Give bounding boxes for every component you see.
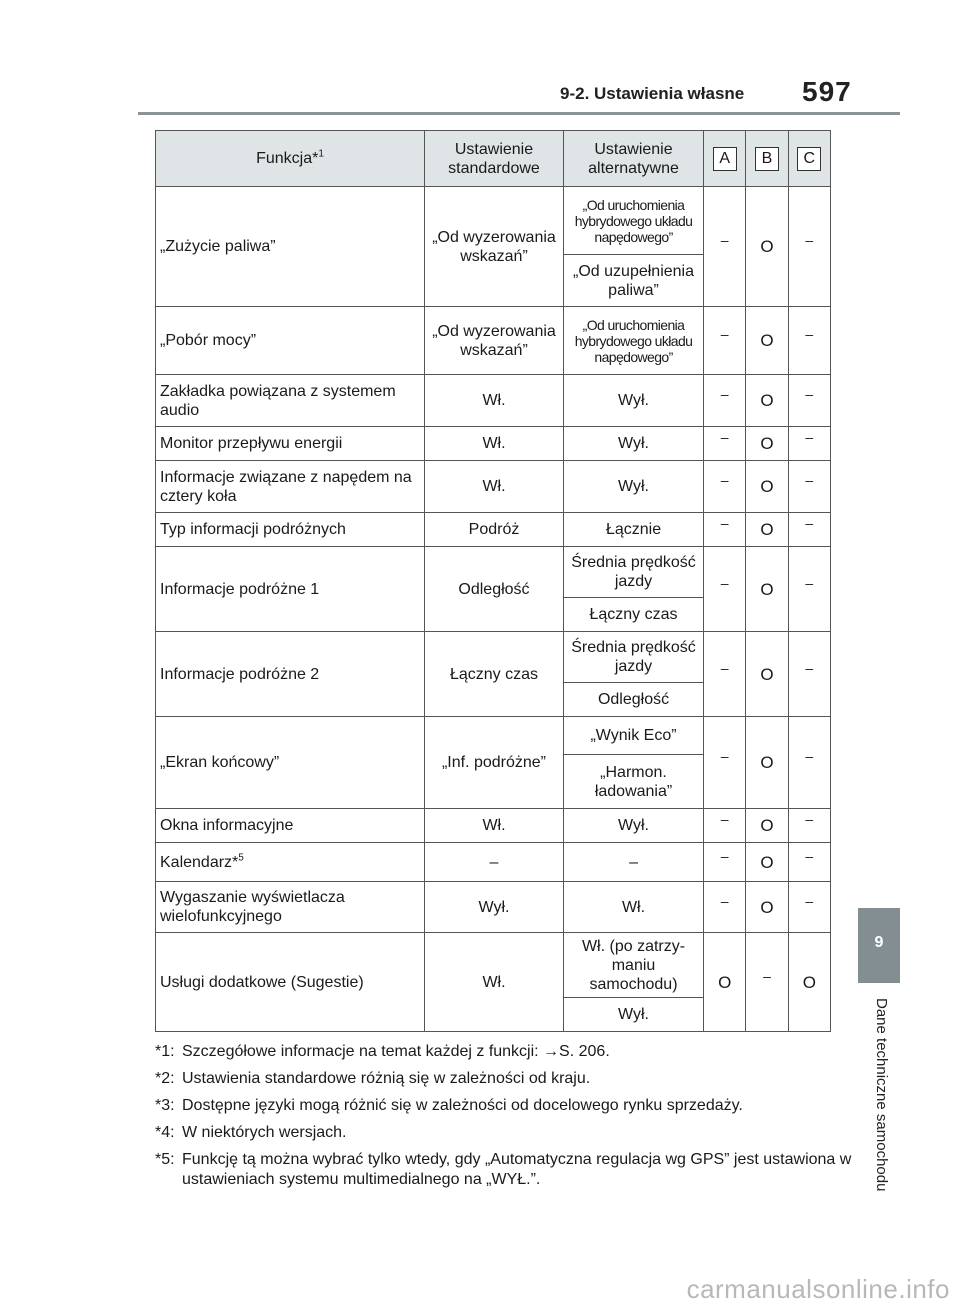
cell-b: O xyxy=(746,882,788,933)
cell-c: – xyxy=(788,301,830,369)
cell-function: Usługi dodatkowe (Sugestie) xyxy=(156,933,425,1032)
cell-a: O xyxy=(704,933,746,1032)
cell-c: – xyxy=(788,507,830,541)
cell-alternative: Średnia prędkość jazdy xyxy=(564,547,704,598)
header-a xyxy=(704,131,746,187)
cell-standard: Odległość xyxy=(424,547,563,632)
cell-b: O xyxy=(746,843,788,882)
box-c: C xyxy=(797,147,821,171)
header-function: Funkcja*$^1$ xyxy=(156,131,425,187)
cell-c: – xyxy=(788,626,830,711)
cell-b: O xyxy=(746,632,788,717)
cell-alternative: Wył. xyxy=(564,998,704,1032)
cell-standard: „Od wyzerowania wskazań” xyxy=(424,307,563,375)
cell-a: – xyxy=(704,541,746,626)
footnote: *5: Funkcję tą można wybrać tylko wtedy, gdy „Automatyczna regulacja wg GPS” jest ustawiona w ustawieniach systemu multimedialnego na „WYŁ.”. xyxy=(155,1151,852,1188)
chapter-tab[interactable]: 9 xyxy=(858,908,900,983)
cell-standard: „Od wyzerowania wskazań” xyxy=(424,187,563,307)
header-divider xyxy=(138,112,900,115)
cell-b: O xyxy=(746,461,788,513)
footnote: *1: Szczegółowe informacje na temat każdej z funkcji: →S. 206. xyxy=(155,1043,610,1060)
cell-c: – xyxy=(788,837,830,876)
cell-b: O xyxy=(746,375,788,427)
cell-a: – xyxy=(704,455,746,507)
cell-alternative: Wył. xyxy=(564,809,704,843)
cell-c: – xyxy=(788,181,830,301)
cell-alternative: Łącznie xyxy=(564,513,704,547)
cell-function: „Ekran końcowy” xyxy=(156,717,425,809)
cell-a: – xyxy=(704,181,746,301)
cell-c: O xyxy=(788,933,830,1032)
cell-function: Wygaszanie wyświetlacza wielofunkcyjnego xyxy=(156,882,425,933)
cell-function: Typ informacji podróżnych xyxy=(156,513,425,547)
cell-a: – xyxy=(704,626,746,711)
box-a: A xyxy=(713,147,737,171)
cell-alternative: – xyxy=(564,843,704,882)
settings-table xyxy=(155,130,831,1032)
cell-c: – xyxy=(788,711,830,803)
header-b xyxy=(746,131,788,187)
header-alternative: Ustawienie alternatywne xyxy=(564,131,704,187)
cell-b: O xyxy=(746,187,788,307)
box-b: B xyxy=(755,147,779,171)
cell-standard: Wł. xyxy=(424,427,563,461)
table-row xyxy=(156,375,831,427)
cell-function: Informacje związane z napędem na cztery koła xyxy=(156,461,425,513)
cell-alternative: Wł. (po zatrzy-maniu samochodu) xyxy=(564,933,704,998)
chapter-label: Dane techniczne samochodu xyxy=(873,998,890,1192)
cell-c: – xyxy=(788,369,830,421)
cell-standard: Wł. xyxy=(424,809,563,843)
table-row xyxy=(156,461,831,513)
cell-function: Informacje podróżne 1 xyxy=(156,547,425,632)
page-number: 597 xyxy=(802,76,852,107)
cell-alternative: Wył. xyxy=(564,375,704,427)
cell-alternative: Średnia prędkość jazdy xyxy=(564,632,704,683)
cell-alternative: „Od uruchomienia hybrydowego układu napędowego” xyxy=(564,307,704,375)
table-row xyxy=(156,307,831,375)
cell-c: – xyxy=(788,541,830,626)
cell-function: Okna informacyjne xyxy=(156,809,425,843)
table-row xyxy=(156,187,831,255)
cell-standard: Wł. xyxy=(424,461,563,513)
cell-alternative: Wył. xyxy=(564,461,704,513)
cell-standard: Wł. xyxy=(424,933,563,1032)
cell-c: – xyxy=(788,421,830,455)
cell-b: O xyxy=(746,717,788,809)
table-row xyxy=(156,632,831,683)
cell-function: „Pobór mocy” xyxy=(156,307,425,375)
cell-a: – xyxy=(704,837,746,876)
cell-a: – xyxy=(704,301,746,369)
cell-a: – xyxy=(704,711,746,803)
table-body xyxy=(156,187,831,1032)
cell-function: Monitor przepływu energii xyxy=(156,427,425,461)
cell-standard: Podróż xyxy=(424,513,563,547)
cell-b: O xyxy=(746,513,788,547)
table-header-row xyxy=(156,131,831,187)
header-c xyxy=(788,131,830,187)
footnote: *4: W niektórych wersjach. xyxy=(155,1124,347,1141)
cell-standard: Łączny czas xyxy=(424,632,563,717)
cell-alternative: Odległość xyxy=(564,683,704,717)
cell-standard: Wył. xyxy=(424,882,563,933)
cell-alternative: „Od uzupełnienia paliwa” xyxy=(564,255,704,307)
footnotes xyxy=(155,1042,855,1197)
table-row xyxy=(156,882,831,933)
cell-standard: „Inf. podróżne” xyxy=(424,717,563,809)
cell-a: – xyxy=(704,803,746,837)
table-row xyxy=(156,717,831,755)
cell-function: Kalendarz*$^5$ xyxy=(156,843,425,882)
cell-a: – xyxy=(704,369,746,421)
footnote: *2: Ustawienia standardowe różnią się w zależności od kraju. xyxy=(155,1070,591,1087)
cell-function: „Zużycie paliwa” xyxy=(156,187,425,307)
cell-c: – xyxy=(788,455,830,507)
cell-standard: – xyxy=(424,843,563,882)
cell-b: O xyxy=(746,809,788,843)
cell-a: – xyxy=(704,876,746,927)
cell-alternative: „Od uruchomienia hybrydowego układu napędowego” xyxy=(564,187,704,255)
cell-b: O xyxy=(746,547,788,632)
cell-alternative: „Harmon. ładowania” xyxy=(564,755,704,809)
footnote: *3: Dostępne języki mogą różnić się w zależności od docelowego rynku sprzedaży. xyxy=(155,1097,743,1114)
cell-a: – xyxy=(704,421,746,455)
cell-function: Informacje podróżne 2 xyxy=(156,632,425,717)
cell-a: – xyxy=(704,507,746,541)
section-title: 9-2. Ustawienia własne xyxy=(560,84,745,103)
cell-b: O xyxy=(746,307,788,375)
cell-standard: Wł. xyxy=(424,375,563,427)
cell-function: Zakładka powiązana z systemem audio xyxy=(156,375,425,427)
cell-b: – xyxy=(746,927,788,1026)
cell-alternative: Łączny czas xyxy=(564,598,704,632)
cell-alternative: „Wynik Eco” xyxy=(564,717,704,755)
watermark: carmanualsonline.info xyxy=(686,1274,950,1304)
table-row xyxy=(156,547,831,598)
cell-alternative: Wł. xyxy=(564,882,704,933)
cell-b: O xyxy=(746,427,788,461)
cell-alternative: Wył. xyxy=(564,427,704,461)
cell-c: – xyxy=(788,876,830,927)
header-standard: Ustawienie standardowe xyxy=(424,131,563,187)
cell-c: – xyxy=(788,803,830,837)
table-row xyxy=(156,933,831,998)
